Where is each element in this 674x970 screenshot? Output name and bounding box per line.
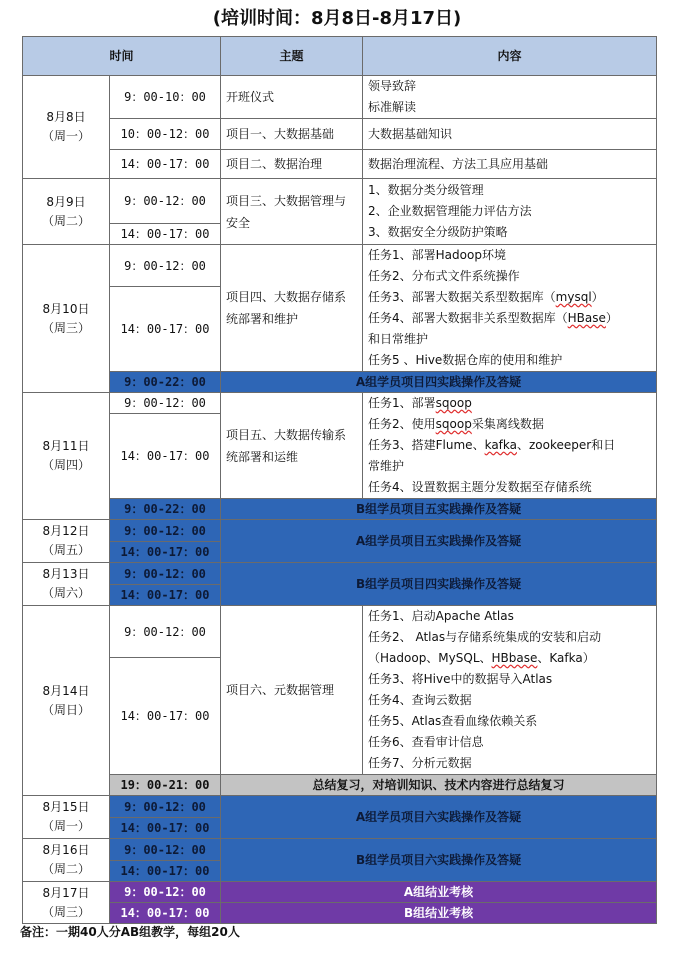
day-cell: 8月17日 （周三）	[23, 882, 110, 924]
table-row	[23, 76, 657, 119]
table-row	[23, 119, 657, 150]
activity-cell: B组学员项目五实践操作及答疑	[221, 499, 657, 520]
activity-cell: A组学员项目五实践操作及答疑	[221, 520, 657, 563]
table-row	[23, 882, 657, 903]
time-cell: 14：00-17：00	[110, 224, 221, 245]
topic-cell: 项目二、数据治理	[221, 150, 363, 179]
time-cell: 14：00-17：00	[110, 150, 221, 179]
content-cell: 任务1、部署sqoop 任务2、使用sqoop采集离线数据 任务3、搭建Flume、kafka、zookeeper和日 常维护 任务4、设置数据主题分发数据至存储系统	[363, 393, 657, 499]
content-cell: 领导致辞 标准解读	[363, 76, 657, 119]
table-row	[23, 520, 657, 542]
table-row	[23, 796, 657, 818]
time-cell: 9：00-12：00	[110, 563, 221, 585]
topic-cell: 项目三、大数据管理与安全	[221, 179, 363, 245]
day-cell: 8月11日 （周四）	[23, 393, 110, 520]
day-cell: 8月9日 （周二）	[23, 179, 110, 245]
page-title: (培训时间：8月8日-8月17日)	[212, 8, 462, 29]
day-cell: 8月12日 （周五）	[23, 520, 110, 563]
time-cell: 9：00-12：00	[110, 882, 221, 903]
table-row	[23, 839, 657, 861]
activity-cell: B组学员项目六实践操作及答疑	[221, 839, 657, 882]
header-content: 内容	[363, 37, 657, 76]
table-row	[23, 903, 657, 924]
activity-cell: B组结业考核	[221, 903, 657, 924]
time-cell: 14：00-17：00	[110, 287, 221, 372]
activity-cell: A组结业考核	[221, 882, 657, 903]
time-cell: 14：00-17：00	[110, 585, 221, 606]
header-row	[23, 37, 657, 76]
time-cell: 9：00-12：00	[110, 245, 221, 287]
content-cell: 任务1、启动Apache Atlas 任务2、 Atlas与存储系统集成的安装和启动 （Hadoop、MySQL、HBbase、Kafka） 任务3、将Hive中的数据导入Atlas 任务4、查询云数据 任务5、Atlas查看血缘依赖关系 任务6、查看审计信息 任务7、分析元数据	[363, 606, 657, 775]
time-cell: 9：00-12：00	[110, 520, 221, 542]
time-cell: 14：00-17：00	[110, 903, 221, 924]
day-cell: 8月14日 （周日）	[23, 606, 110, 796]
table-row	[23, 372, 657, 393]
table-row	[23, 245, 657, 287]
content-cell: 大数据基础知识	[363, 119, 657, 150]
time-cell: 9：00-22：00	[110, 499, 221, 520]
topic-cell: 项目四、大数据存储系统部署和维护	[221, 245, 363, 372]
topic-cell: 项目六、元数据管理	[221, 606, 363, 775]
content-cell: 数据治理流程、方法工具应用基础	[363, 150, 657, 179]
activity-cell: A组学员项目六实践操作及答疑	[221, 796, 657, 839]
table-row	[23, 150, 657, 179]
footnote: 备注：一期40人分AB组教学，每组20人	[20, 925, 240, 939]
content-cell: 1、数据分类分级管理 2、企业数据管理能力评估方法 3、数据安全分级防护策略	[363, 179, 657, 245]
time-cell: 9：00-12：00	[110, 179, 221, 224]
day-cell: 8月16日 （周二）	[23, 839, 110, 882]
day-cell: 8月10日 （周三）	[23, 245, 110, 393]
activity-cell: A组学员项目四实践操作及答疑	[221, 372, 657, 393]
day-cell: 8月13日 （周六）	[23, 563, 110, 606]
topic-cell: 开班仪式	[221, 76, 363, 119]
time-cell: 9：00-12：00	[110, 796, 221, 818]
table-row	[23, 179, 657, 224]
time-cell: 9：00-12：00	[110, 606, 221, 658]
time-cell: 14：00-17：00	[110, 861, 221, 882]
topic-cell: 项目一、大数据基础	[221, 119, 363, 150]
time-cell: 19：00-21：00	[110, 775, 221, 796]
time-cell: 14：00-17：00	[110, 658, 221, 775]
time-cell: 14：00-17：00	[110, 414, 221, 499]
table-row	[23, 393, 657, 414]
time-cell: 9：00-22：00	[110, 372, 221, 393]
time-cell: 14：00-17：00	[110, 542, 221, 563]
table-row	[23, 606, 657, 658]
activity-cell: 总结复习，对培训知识、技术内容进行总结复习	[221, 775, 657, 796]
day-cell: 8月8日 （周一）	[23, 76, 110, 179]
time-cell: 14：00-17：00	[110, 818, 221, 839]
table-row	[23, 775, 657, 796]
time-cell: 9：00-12：00	[110, 393, 221, 414]
time-cell: 9：00-12：00	[110, 839, 221, 861]
table-row	[23, 563, 657, 585]
day-cell: 8月15日 （周一）	[23, 796, 110, 839]
header-time: 时间	[23, 37, 221, 76]
table-row	[23, 499, 657, 520]
time-cell: 10：00-12：00	[110, 119, 221, 150]
schedule-table	[22, 36, 657, 924]
content-cell: 任务1、部署Hadoop环境 任务2、分布式文件系统操作 任务3、部署大数据关系型数据库（mysql） 任务4、部署大数据非关系型数据库（HBase） 和日常维护 任务5 、Hive数据仓库的使用和维护	[363, 245, 657, 372]
topic-cell: 项目五、大数据传输系统部署和运维	[221, 393, 363, 499]
header-topic: 主题	[221, 37, 363, 76]
time-cell: 9：00-10：00	[110, 76, 221, 119]
activity-cell: B组学员项目四实践操作及答疑	[221, 563, 657, 606]
